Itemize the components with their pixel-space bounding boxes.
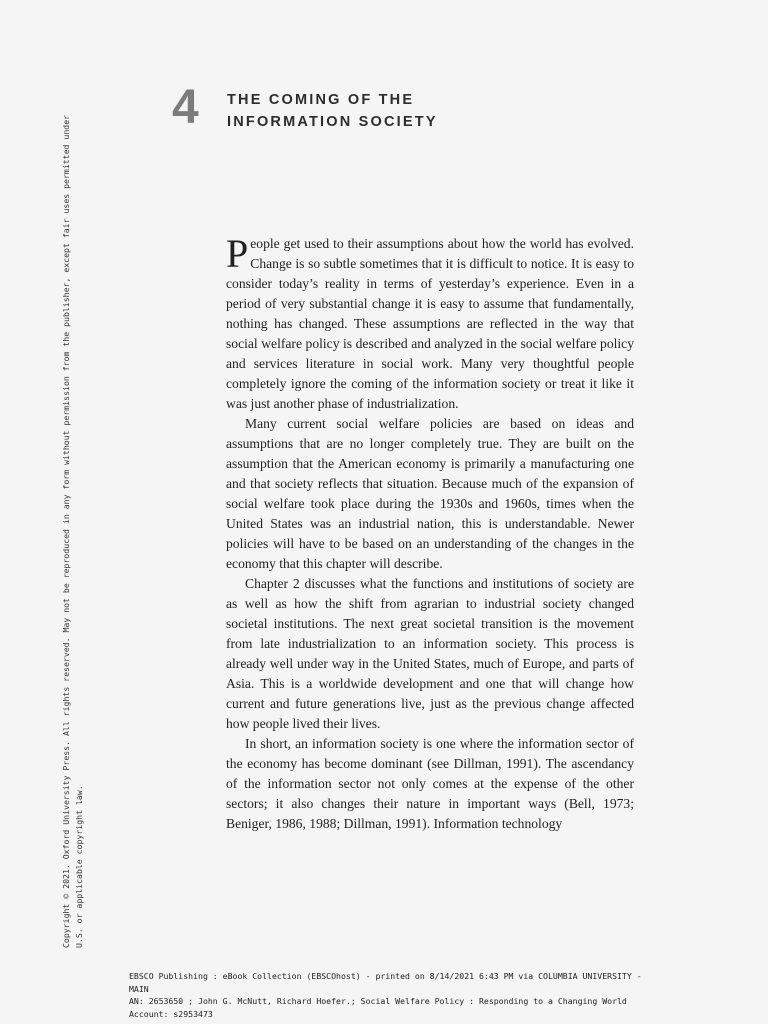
paragraph-2: Many current social welfare policies are based on ideas and assumptions that are no longer completely true. They are built on the assumption that the American economy is primarily a manufacturing one and that society reflects that situation. Because much of the expansion of social welfare took place during the 1930s and 1960s, times when the United States was an industrial nation, this is understandable. Newer policies will have to be based on an understanding of the changes in the economy that this chapter will describe.: [226, 416, 634, 571]
paragraph-1: [226, 231, 634, 414]
print-footer: [129, 970, 649, 1020]
copyright-line-1: Copyright © 2021. Oxford University Press. All rights reserved. May not be reproduced in any form without permission from the publisher, except fair uses permitted under: [61, 114, 71, 948]
copyright-notice: [60, 98, 86, 948]
paragraph-4: In short, an information society is one where the information sector of the economy has become dominant (see Dillman, 1991). The ascendancy of the information sector not only comes at the expense of the other sectors; it also changes their nature in important ways (Bell, 1973; Beniger, 1986, 1988; Dillman, 1991). Information technology: [226, 736, 634, 831]
chapter-title: [227, 89, 438, 133]
chapter-number: 4: [172, 81, 199, 134]
drop-cap: P: [226, 231, 249, 276]
paragraph-3: Chapter 2 discusses what the functions and institutions of society are as well as how the shift from agrarian to industrial society changed societal institutions. The next great societal transition is the movement from late industrialization to an information society. This process is already well under way in the United States, much of Europe, and parts of Asia. This is a worldwide development and one that will change how current and future generations live, just as the previous change affected how people lived their lives.: [226, 576, 634, 731]
footer-line-3: Account: s2953473: [129, 1008, 213, 1019]
copyright-line-2: U.S. or applicable copyright law.: [74, 785, 84, 948]
chapter-title-line-1: THE COMING OF THE: [227, 92, 415, 108]
footer-line-2: AN: 2653650 ; John G. McNutt, Richard Hoefer.; Social Welfare Policy : Responding to a Changing World: [129, 996, 627, 1006]
chapter-body: [226, 231, 634, 834]
footer-line-1: EBSCO Publishing : eBook Collection (EBSCOhost) - printed on 8/14/2021 6:43 PM via COLUMBIA UNIVERSITY - MAIN: [129, 971, 642, 994]
chapter-title-line-2: INFORMATION SOCIETY: [227, 114, 438, 130]
paragraph-1-text: eople get used to their assumptions about how the world has evolved. Change is so subtle sometimes that it is difficult to notice. It is easy to consider today’s reality in terms of yesterday’s experience. Even in a period of very substantial change it is easy to assume that fundamentally, nothing has changed. These assumptions are reflected in the way that social welfare policy is described and analyzed in the social welfare policy and services literature in social work. Many very thoughtful people completely ignore the coming of the information society or treat it like it was just another phase of industrialization.: [226, 236, 634, 411]
